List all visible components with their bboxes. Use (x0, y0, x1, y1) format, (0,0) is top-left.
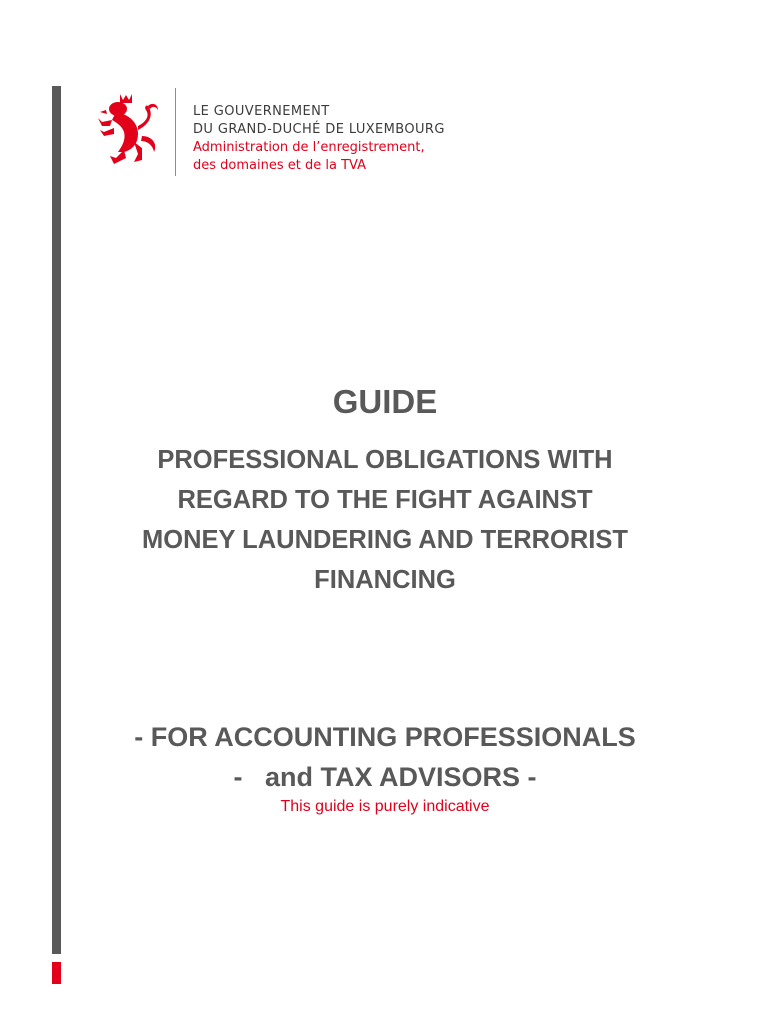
guide-subtitle (70, 440, 700, 600)
subtitle-line: MONEY LAUNDERING AND TERRORIST (142, 526, 628, 554)
government-header (193, 103, 445, 175)
red-lion-icon (96, 92, 162, 168)
gov-line-1: LE GOUVERNEMENT (193, 104, 330, 119)
gov-line-2: DU GRAND-DUCHÉ DE LUXEMBOURG (193, 122, 445, 137)
audience-line: - and TAX ADVISORS - (233, 762, 537, 792)
header-divider (175, 88, 176, 176)
admin-line-2: des domaines et de la TVA (193, 158, 366, 173)
subtitle-line: REGARD TO THE FIGHT AGAINST (177, 486, 593, 514)
left-red-bar (52, 962, 61, 984)
subtitle-line: PROFESSIONAL OBLIGATIONS WITH (157, 446, 613, 474)
guide-title: GUIDE (332, 383, 438, 420)
admin-line-1: Administration de l’enregistrement, (193, 140, 425, 155)
audience-line: - FOR ACCOUNTING PROFESSIONALS (134, 722, 636, 752)
subtitle-line: FINANCING (314, 566, 456, 594)
indicative-note: This guide is purely indicative (280, 798, 490, 815)
audience-block (70, 717, 700, 797)
left-grey-bar (52, 86, 61, 954)
